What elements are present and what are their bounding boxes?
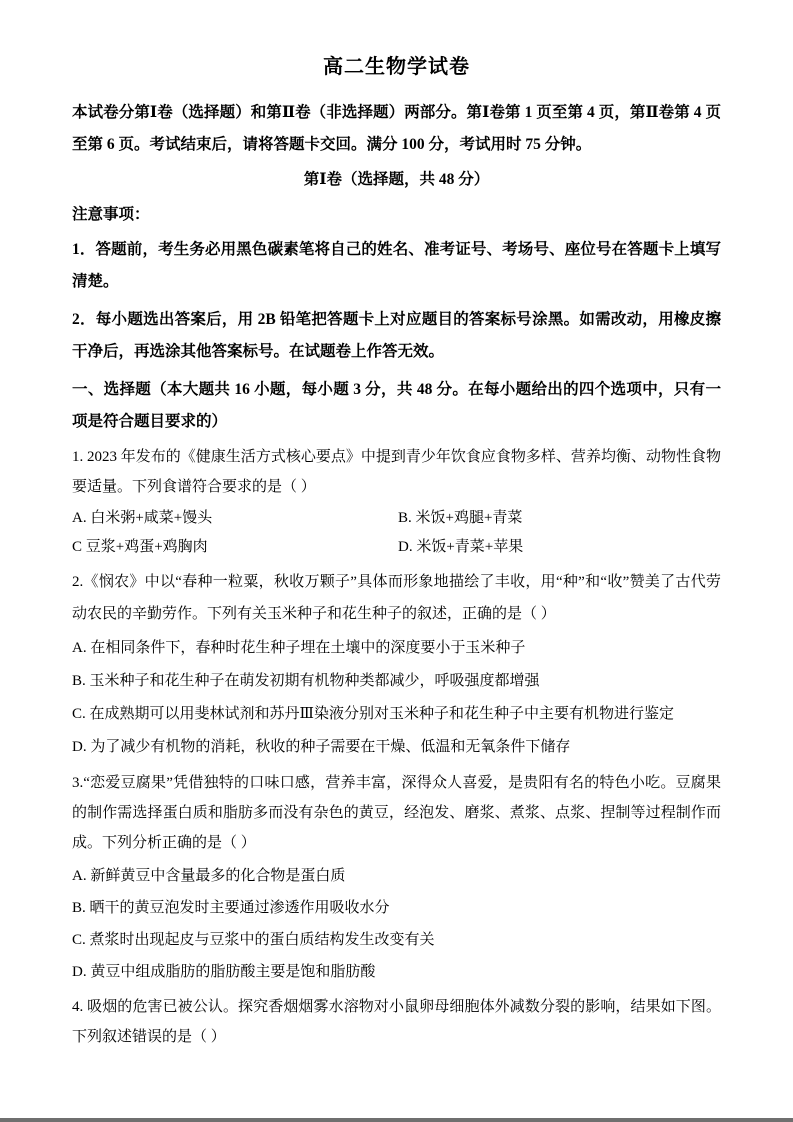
question-3-option-d: D. 黄豆中组成脂肪的脂肪酸主要是饱和脂肪酸 — [72, 964, 376, 980]
question-2-option-d: D. 为了减少有机物的消耗，秋收的种子需要在干燥、低温和无氧条件下储存 — [72, 739, 571, 755]
question-1-option-c: C 豆浆+鸡蛋+鸡胸肉 — [72, 539, 208, 555]
intro-paragraph: 本试卷分第Ⅰ卷（选择题）和第Ⅱ卷（非选择题）两部分。第Ⅰ卷第 1 页至第 4 页，第Ⅱ卷第 4 页至第 6 页。考试结束后，请将答题卡交回。满分 100 分，考试用时 75 分钟。 — [72, 104, 721, 153]
question-3 — [72, 768, 721, 988]
question-1-option-a: A. 白米粥+咸菜+馒头 — [72, 510, 213, 526]
part-heading: 一、选择题（本大题共 16 小题，每小题 3 分，共 48 分。在每小题给出的四个选项中，只有一项是符合题目要求的） — [72, 381, 721, 430]
question-1-option-d: D. 米饭+青菜+苹果 — [398, 539, 524, 555]
page-bottom-border — [0, 1118, 793, 1122]
page-title: 高二生物学试卷 — [323, 56, 470, 78]
question-3-stem: 3.“恋爱豆腐果”凭借独特的口味口感，营养丰富，深得众人喜爱，是贵阳有名的特色小吃。豆腐果的制作需选择蛋白质和脂肪多而没有杂色的黄豆，经泡发、磨浆、煮浆、点浆、捏制等过程制作而成。下列分析正确的是（ ） — [72, 775, 721, 851]
question-3-option-c: C. 煮浆时出现起皮与豆浆中的蛋白质结构发生改变有关 — [72, 932, 435, 948]
question-1-options — [72, 504, 721, 562]
question-2-option-c: C. 在成熟期可以用斐林试剂和苏丹Ⅲ染液分别对玉米种子和花生种子中主要有机物进行鉴定 — [72, 706, 674, 722]
notes-heading: 注意事项： — [72, 206, 150, 223]
question-2-stem: 2.《悯农》中以“春种一粒粟，秋收万颗子”具体而形象地描绘了丰收，用“种”和“收”赞美了古代劳动农民的辛勤劳作。下列有关玉米种子和花生种子的叙述，正确的是（ ） — [72, 574, 721, 622]
question-2-options — [72, 632, 721, 764]
section-heading: 第Ⅰ卷（选择题，共 48 分） — [303, 171, 490, 188]
question-2-option-b: B. 玉米种子和花生种子在萌发初期有机物种类都减少，呼吸强度都增强 — [72, 673, 540, 689]
question-2-option-a: A. 在相同条件下，春种时花生种子埋在土壤中的深度要小于玉米种子 — [72, 640, 526, 656]
note-item-2: 2．每小题选出答案后，用 2B 铅笔把答题卡上对应题目的答案标号涂黑。如需改动，用橡皮擦干净后，再选涂其他答案标号。在试题卷上作答无效。 — [72, 311, 721, 360]
question-3-option-b: B. 晒干的黄豆泡发时主要通过渗透作用吸收水分 — [72, 900, 390, 916]
question-4-stem: 4. 吸烟的危害已被公认。探究香烟烟雾水溶物对小鼠卵母细胞体外减数分裂的影响，结果如下图。下列叙述错误的是（ ） — [72, 999, 721, 1045]
question-1-stem: 1. 2023 年发布的《健康生活方式核心要点》中提到青少年饮食应食物多样、营养均衡、动物性食物要适量。下列食谱符合要求的是（ ） — [72, 449, 721, 495]
question-4 — [72, 992, 721, 1052]
question-1 — [72, 442, 721, 562]
question-3-options — [72, 860, 721, 988]
note-item-1: 1．答题前，考生务必用黑色碳素笔将自己的姓名、准考证号、考场号、座位号在答题卡上填写清楚。 — [72, 241, 721, 290]
question-1-option-b: B. 米饭+鸡腿+青菜 — [398, 510, 523, 526]
question-2 — [72, 566, 721, 764]
question-3-option-a: A. 新鲜黄豆中含量最多的化合物是蛋白质 — [72, 868, 346, 884]
